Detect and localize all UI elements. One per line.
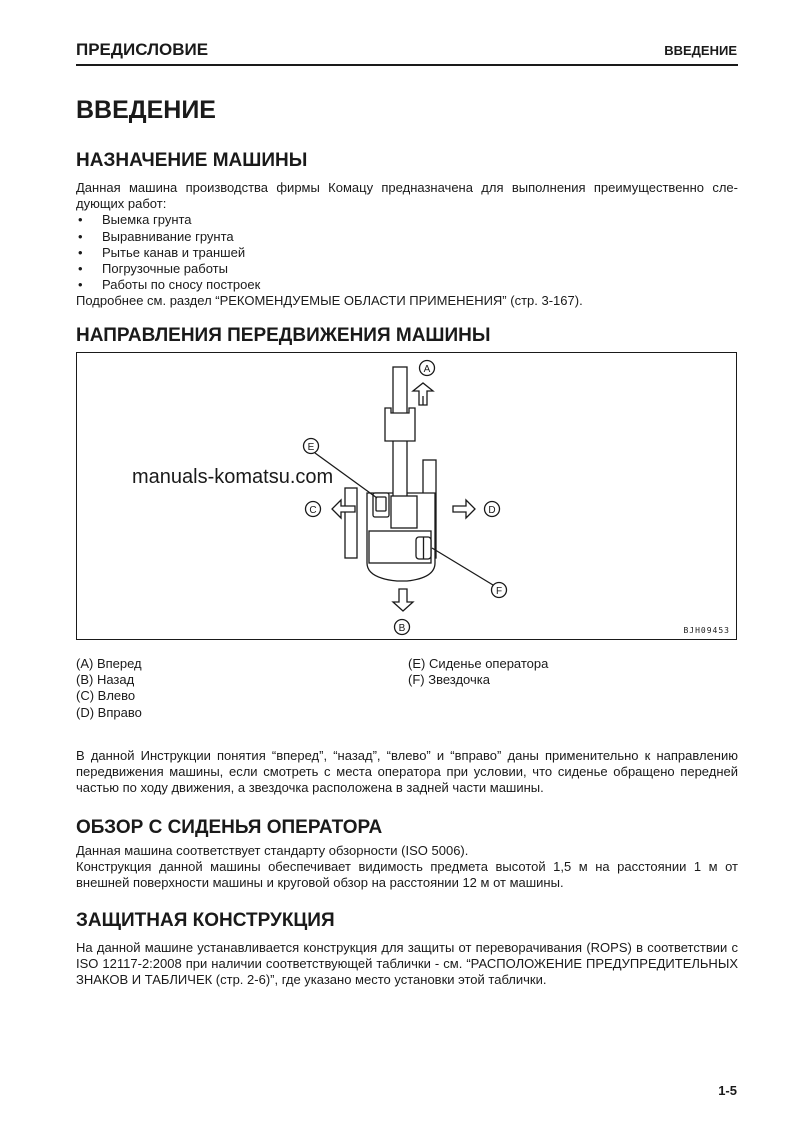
watermark: manuals-komatsu.com — [132, 466, 334, 488]
page-title: ВВЕДЕНИЕ — [76, 96, 216, 124]
running-header-left: ПРЕДИСЛОВИЕ — [76, 40, 209, 59]
protection-paragraph: На данной машине устанавливается конструкция для защиты от переворачивания (ROPS) в соответствии с ISO 12117-2:2008 при наличии соответствующей таблички - см. “РАСПОЛОЖЕНИЕ ПРЕДУПРЕДИТЕЛЬНЫХ ЗНАКОВ И ТАБЛИЧЕК (стр. 2-6)”, где указано место установки этой таблички. — [76, 940, 738, 988]
visibility-line-1: Данная машина соответствует стандарту обзорности (ISO 5006). — [76, 843, 469, 858]
legend-item: (A) Вперед — [76, 656, 142, 671]
label-f: F — [495, 586, 503, 597]
list-item: • Выравнивание грунта — [76, 229, 738, 245]
figure-id: BJH09453 — [683, 626, 730, 635]
visibility-body — [76, 843, 738, 892]
list-item: • Работы по сносу построек — [76, 277, 738, 293]
section-heading-purpose: НАЗНАЧЕНИЕ МАШИНЫ — [76, 150, 308, 171]
legend-item: (F) Звездочка — [408, 672, 490, 688]
page-number: 1-5 — [718, 1083, 737, 1098]
running-header-right: ВВЕДЕНИЕ — [664, 43, 737, 58]
purpose-reference: Подробнее см. раздел “РЕКОМЕНДУЕМЫЕ ОБЛАСТИ ПРИМЕНЕНИЯ” (стр. 3-167). — [76, 293, 583, 309]
visibility-line-2: Конструкция данной машины обеспечивает видимость предмета высотой 1,5 м на расстоянии 1 м от внешней поверхности машины и круговой обзор на расстоянии 12 м от машины. — [76, 859, 738, 891]
machine-top-view-diagram — [77, 353, 735, 638]
legend-item: (C) Влево — [76, 688, 136, 704]
label-d: D — [488, 505, 496, 516]
label-b: B — [398, 623, 406, 634]
section-heading-protection: ЗАЩИТНАЯ КОНСТРУКЦИЯ — [76, 910, 335, 931]
legend-item: (B) Назад — [76, 672, 135, 688]
legend-right — [408, 656, 548, 688]
legend-item: (E) Сиденье оператора — [408, 656, 549, 671]
section-heading-directions: НАПРАВЛЕНИЯ ПЕРЕДВИЖЕНИЯ МАШИНЫ — [76, 325, 491, 346]
direction-figure — [76, 352, 737, 640]
purpose-intro: Данная машина производства фирмы Комацу предназначена для выполнения преимущественно следующих работ: — [76, 180, 738, 212]
cab-block — [391, 496, 417, 528]
left-track — [345, 488, 357, 558]
list-item: • Погрузочные работы — [76, 261, 738, 277]
legend-item: (D) Вправо — [76, 704, 142, 720]
header-rule — [76, 64, 738, 66]
backward-arrow — [393, 589, 413, 611]
forward-arrow — [413, 383, 433, 405]
right-arrow — [453, 500, 475, 518]
section-heading-visibility: ОБЗОР С СИДЕНЬЯ ОПЕРАТОРА — [76, 817, 383, 838]
purpose-section-body — [76, 180, 738, 310]
legend-left — [76, 656, 142, 721]
label-a: A — [423, 364, 431, 375]
boom-joint — [385, 408, 415, 441]
leader-line-f — [432, 548, 493, 585]
directions-paragraph: В данной Инструкции понятия “вперед”, “назад”, “влево” и “вправо” даны применительно к направлению передвижения машины, если смотреть с места оператора при условии, что сиденье обращено передней частью по ходу движения, а звездочка расположена в задней части машины. — [76, 748, 738, 796]
label-e: E — [307, 442, 315, 453]
label-c: C — [309, 505, 317, 516]
list-item: • Рытье канав и траншей — [76, 245, 738, 261]
list-item: • Выемка грунта — [76, 212, 738, 228]
